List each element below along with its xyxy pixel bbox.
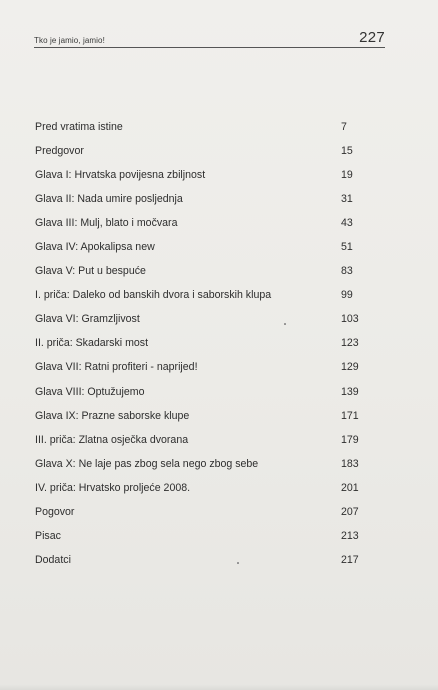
toc-entry: [35, 456, 365, 480]
toc-entry-title: Pred vratima istine: [35, 121, 123, 133]
toc-entry-page-number: 129: [341, 361, 359, 374]
running-title: Tko je jamio, jamio!: [34, 36, 105, 45]
toc-entry-title: Glava X: Ne laje pas zbog sela nego zbog sebe: [35, 457, 259, 470]
toc-entry: [35, 359, 365, 383]
toc-entry: [35, 287, 365, 311]
toc-entry: [35, 263, 365, 287]
toc-entry-page-number: 207: [341, 505, 359, 518]
toc-entry: [35, 191, 365, 215]
toc-entry-title: Glava VIII: Optužujemo: [35, 385, 145, 398]
toc-entry-title: Glava II: Nada umire posljednja: [35, 193, 183, 206]
toc-entry: [35, 408, 365, 432]
toc-entry: [35, 119, 365, 143]
toc-entry-title: IV. priča: Hrvatsko proljeće 2008.: [35, 481, 191, 494]
toc-entry-title: Glava IX: Prazne saborske klupe: [35, 409, 190, 422]
toc-entry-page-number: 43: [341, 217, 353, 230]
toc-entry-title: Predgovor: [35, 145, 84, 158]
toc-entry-page-number: 51: [341, 241, 353, 254]
toc-entry-page-number: 179: [341, 433, 359, 446]
toc-entry: [35, 552, 365, 576]
header-rule: [34, 47, 385, 48]
toc-entry-title: III. priča: Zlatna osječka dvorana: [35, 433, 189, 446]
toc-entry: [35, 480, 365, 504]
toc-entry-title: Glava III: Mulj, blato i močvara: [35, 217, 178, 230]
toc-entry-title: II. priča: Skadarski most: [35, 337, 149, 350]
toc-entry: [35, 528, 365, 552]
paper-speck: [284, 323, 286, 325]
toc-entry-page-number: 139: [341, 385, 359, 398]
toc-entry-title: Dodatci: [35, 553, 71, 566]
toc-entry-page-number: 123: [341, 337, 359, 350]
paper-speck: [237, 562, 239, 564]
toc-entry-title: Glava VI: Gramzljivost: [35, 313, 140, 326]
toc-entry-page-number: 15: [341, 145, 353, 158]
toc-entry-title: I. priča: Daleko od banskih dvora i saborskih klupa: [35, 289, 272, 302]
toc-entry-title: Pogovor: [35, 505, 75, 518]
toc-entry-title: Glava VII: Ratni profiteri - naprijed!: [35, 361, 198, 374]
toc-entry: [35, 143, 365, 167]
toc-entry-page-number: 99: [341, 289, 353, 302]
toc-entry-page-number: 7: [341, 121, 347, 133]
toc-entry: [35, 335, 365, 359]
toc-entry-page-number: 83: [341, 265, 353, 278]
toc-entry-page-number: 171: [341, 409, 359, 422]
table-of-contents: [35, 119, 365, 576]
page-number: 227: [359, 29, 385, 46]
toc-entry-page-number: 19: [341, 169, 353, 182]
toc-entry: [35, 215, 365, 239]
toc-entry: [35, 167, 365, 191]
toc-entry-page-number: 217: [341, 553, 359, 566]
toc-entry-page-number: 103: [341, 313, 359, 326]
toc-entry: [35, 384, 365, 408]
toc-entry-title: Glava I: Hrvatska povijesna zbiljnost: [35, 169, 206, 182]
toc-entry-title: Glava IV: Apokalipsa new: [35, 241, 155, 254]
toc-entry-page-number: 201: [341, 481, 359, 494]
toc-entry: [35, 239, 365, 263]
toc-entry-page-number: 213: [341, 529, 359, 542]
toc-entry-page-number: 183: [341, 457, 359, 470]
toc-entry: [35, 432, 365, 456]
toc-entry: [35, 504, 365, 528]
toc-entry-title: Pisac: [35, 529, 61, 542]
toc-entry-page-number: 31: [341, 193, 353, 206]
toc-entry: [35, 311, 365, 335]
toc-entry-title: Glava V: Put u bespuće: [35, 265, 146, 278]
